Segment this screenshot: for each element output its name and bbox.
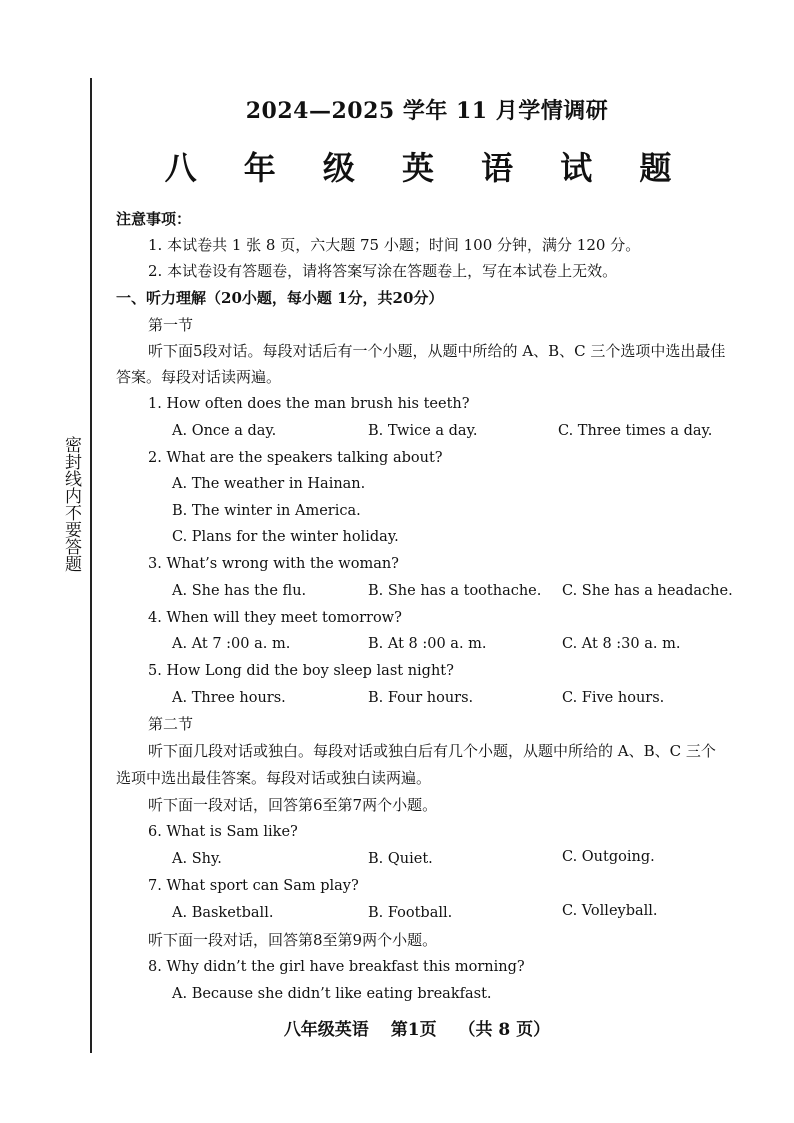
option-c: C. At 8 :30 a. m.: [562, 636, 681, 652]
binding-line: [90, 78, 92, 1053]
part-label: 第一节: [148, 316, 194, 334]
question-stem: 1. How often does the man brush his teeth?: [148, 396, 470, 412]
option-a: A. Once a day.: [172, 423, 277, 439]
option-a: A. The weather in Hainan.: [172, 476, 366, 492]
instructions: 答案。每段对话读两遍。: [116, 368, 282, 386]
option-b: B. Quiet.: [368, 851, 433, 867]
instructions: 听下面5段对话。每段对话后有一个小题，从题中所给的 A、B、C 三个选项中选出最佳: [148, 342, 726, 360]
notes-heading: 注意事项：: [116, 210, 192, 228]
option-a: A. Because she didn’t like eating breakfast.: [172, 986, 492, 1002]
subject-title: 八 年 级 英 语 试 题: [164, 149, 690, 187]
dialog-instruction: 听下面一段对话，回答第8至第9两个小题。: [148, 931, 438, 949]
option-c: C. Three times a day.: [558, 423, 713, 439]
footer-total: （共 8 页）: [458, 1020, 551, 1040]
section-heading: 一、听力理解（20小题，每小题 1分，共20分）: [116, 289, 444, 307]
option-a: A. Basketball.: [172, 905, 274, 921]
question-stem: 8. Why didn’t the girl have breakfast this morning?: [148, 959, 525, 975]
notes-item: 2. 本试卷设有答题卷，请将答案写涂在答题卷上，写在本试卷上无效。: [148, 262, 618, 280]
option-b: B. Twice a day.: [368, 423, 478, 439]
option-b: B. Football.: [368, 905, 453, 921]
option-c: C. She has a headache.: [562, 583, 733, 599]
instructions: 听下面几段对话或独白。每段对话或独白后有几个小题，从题中所给的 A、B、C 三个: [148, 742, 716, 760]
question-stem: 3. What’s wrong with the woman?: [148, 556, 399, 572]
exam-title: 2024—2025 学年 11 月学情调研: [245, 98, 609, 124]
option-b: B. The winter in America.: [172, 503, 361, 519]
option-c: C. Five hours.: [562, 690, 665, 706]
option-a: A. Shy.: [172, 851, 222, 867]
footer-page: 第1页: [390, 1020, 437, 1040]
question-stem: 2. What are the speakers talking about?: [148, 450, 443, 466]
option-a: A. Three hours.: [172, 690, 286, 706]
instructions: 选项中选出最佳答案。每段对话或独白读两遍。: [116, 769, 432, 787]
notes-item: 1. 本试卷共 1 张 8 页，六大题 75 小题；时间 100 分钟，满分 120 分。: [148, 236, 641, 254]
question-stem: 7. What sport can Sam play?: [148, 878, 359, 894]
question-stem: 4. When will they meet tomorrow?: [148, 610, 402, 626]
option-b: B. Four hours.: [368, 690, 474, 706]
option-c: C. Volleyball.: [562, 903, 658, 919]
seal-warning: 密封线内不要答题: [61, 436, 81, 572]
footer-subject: 八年级英语: [283, 1020, 369, 1040]
option-a: A. At 7 :00 a. m.: [172, 636, 291, 652]
question-stem: 6. What is Sam like?: [148, 824, 298, 840]
question-stem: 5. How Long did the boy sleep last night?: [148, 663, 454, 679]
option-b: B. She has a toothache.: [368, 583, 542, 599]
page-footer: [0, 1015, 794, 1040]
option-c: C. Outgoing.: [562, 849, 655, 865]
option-a: A. She has the flu.: [172, 583, 307, 599]
part-label: 第二节: [148, 715, 194, 733]
option-c: C. Plans for the winter holiday.: [172, 529, 399, 545]
option-b: B. At 8 :00 a. m.: [368, 636, 487, 652]
dialog-instruction: 听下面一段对话，回答第6至第7两个小题。: [148, 796, 438, 814]
